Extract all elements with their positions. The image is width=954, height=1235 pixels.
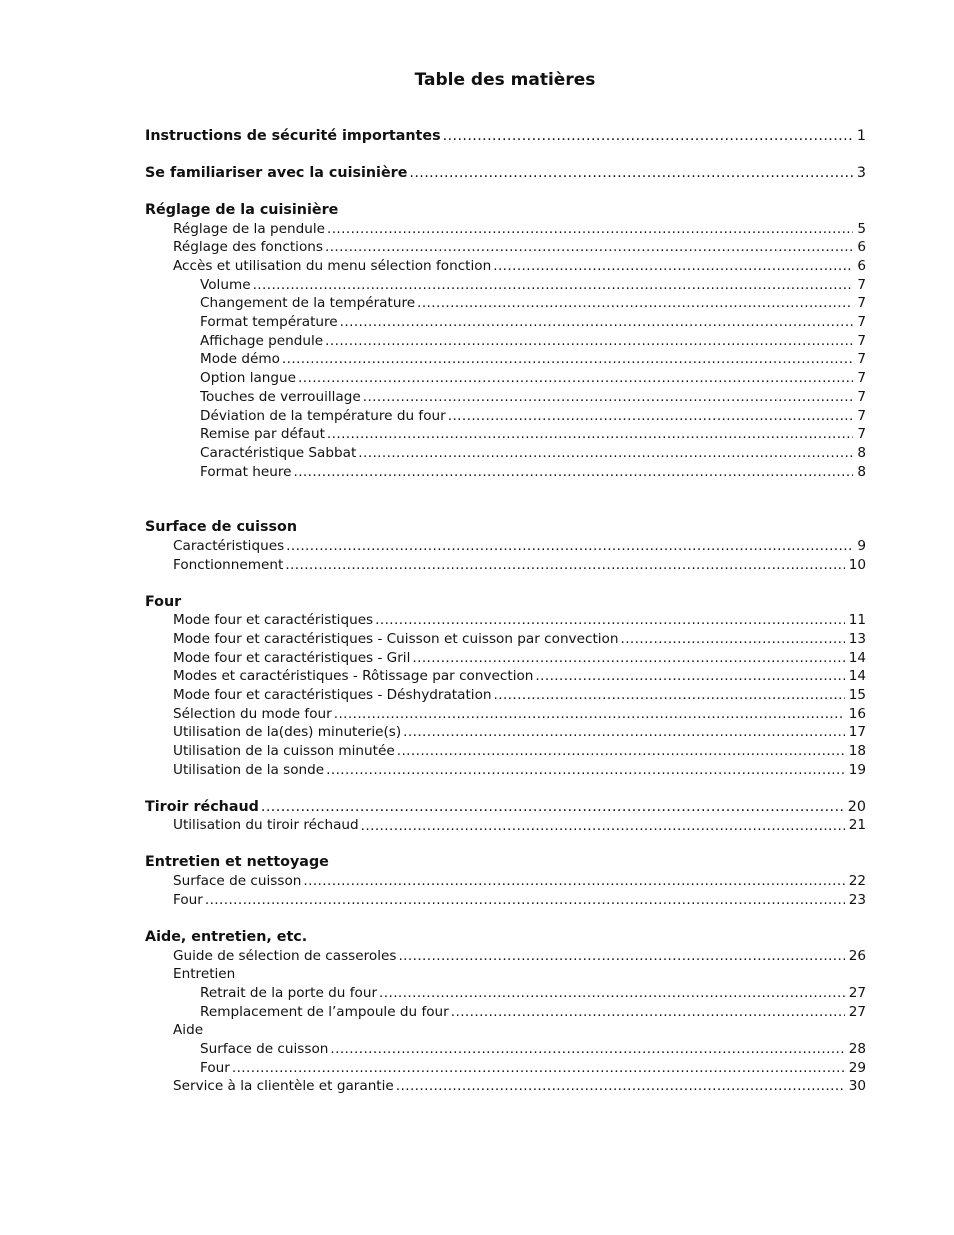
toc-page-number: 23 [848, 891, 866, 908]
toc-page-number: 17 [848, 724, 866, 741]
toc-entry[interactable] [145, 556, 866, 575]
toc-leader-dots [448, 407, 854, 426]
toc-entry-title: Mode four et caractéristiques - Cuisson et cuisson par convection [173, 631, 619, 647]
toc-entry[interactable] [145, 1040, 866, 1059]
toc-entry[interactable] [145, 742, 866, 761]
toc-entry[interactable] [145, 407, 866, 426]
toc-page-number: 7 [857, 276, 866, 293]
toc-entry-title: Accès et utilisation du menu sélection fonction [173, 258, 492, 275]
toc-page-number: 7 [857, 332, 866, 349]
toc-leader-dots [325, 332, 853, 351]
toc-page-number: 7 [857, 407, 866, 424]
toc-leader-dots [375, 611, 845, 630]
toc-page-number: 20 [847, 798, 866, 815]
toc-entry-title: Aide [173, 1022, 204, 1039]
toc-entry-title: Entretien et nettoyage [145, 854, 329, 871]
toc-entry-title: Volume [200, 276, 251, 293]
toc-leader-dots [358, 444, 853, 463]
toc-page-number: 18 [848, 743, 866, 760]
toc-entry-title: Format température [200, 314, 338, 331]
toc-entry[interactable] [145, 984, 866, 1003]
toc-entry-title: Déviation de la température du four [200, 407, 446, 424]
toc-leader-dots [620, 630, 844, 649]
toc-leader-dots [535, 667, 844, 686]
toc-page-number: 22 [848, 873, 866, 890]
toc-entry-title: Utilisation de la(des) minuterie(s) [173, 724, 402, 741]
toc-entry-title: Réglage de la pendule [173, 220, 325, 237]
toc-leader-dots [303, 872, 844, 891]
toc-entry-title: Four [200, 1059, 230, 1076]
toc-entry[interactable] [145, 537, 866, 556]
toc-leader-dots [494, 686, 845, 705]
toc-entry[interactable] [145, 705, 866, 724]
toc-entry[interactable] [145, 276, 866, 295]
toc-entry[interactable] [145, 444, 866, 463]
toc-entry-title: Tiroir réchaud [145, 798, 259, 815]
toc-entry-title: Mode démo [200, 351, 280, 368]
toc-page-number: 7 [857, 388, 866, 405]
toc-entry-title: Caractéristique Sabbat [200, 444, 357, 461]
toc-leader-dots [327, 425, 853, 444]
toc-page-number: 6 [857, 239, 866, 256]
toc-page-number: 27 [848, 984, 866, 1001]
toc-entry-title: Changement de la température [200, 295, 416, 312]
toc-page-number: 7 [857, 351, 866, 368]
toc-page-number: 7 [857, 295, 866, 312]
toc-entry[interactable] [145, 965, 866, 984]
toc-entry-title: Fonctionnement [173, 556, 284, 573]
toc-entry-title: Entretien [173, 966, 236, 983]
toc-page-number: 13 [848, 631, 866, 647]
toc-entry[interactable] [145, 164, 866, 183]
toc-entry[interactable] [145, 1021, 866, 1040]
toc-entry[interactable] [145, 1077, 866, 1096]
toc-entry[interactable] [145, 686, 866, 705]
toc-leader-dots [397, 742, 845, 761]
toc-entry[interactable] [145, 817, 866, 836]
toc-leader-dots [443, 127, 853, 146]
toc-entry[interactable] [145, 238, 866, 257]
toc-entry-title: Réglage de la cuisinière [145, 201, 339, 218]
toc-entry[interactable] [145, 388, 866, 407]
toc-leader-dots [451, 1003, 845, 1022]
toc-leader-dots [361, 817, 845, 836]
toc-page-number: 30 [848, 1078, 866, 1095]
toc-entry-title: Four [173, 891, 203, 908]
toc-leader-dots [286, 537, 853, 556]
toc-leader-dots [396, 1077, 845, 1096]
toc-entry[interactable] [145, 332, 866, 351]
toc-page-number: 10 [848, 556, 866, 573]
toc-entry[interactable] [145, 611, 866, 630]
toc-entry[interactable] [145, 798, 866, 817]
toc-entry[interactable] [145, 518, 866, 537]
toc-page-number: 5 [857, 220, 866, 237]
toc-entry[interactable] [145, 853, 866, 872]
toc-leader-dots [330, 1040, 844, 1059]
toc-page-number: 21 [848, 817, 866, 834]
toc-entry[interactable] [145, 1059, 866, 1078]
toc-entry-title: Mode four et caractéristiques - Déshydratation [173, 687, 492, 704]
toc-page-number: 28 [848, 1040, 866, 1057]
toc-leader-dots [261, 798, 844, 817]
toc-entry-title: Caractéristiques [173, 537, 285, 554]
toc-entry-title: Format heure [200, 463, 292, 480]
toc-entry[interactable] [145, 630, 866, 649]
toc-page-number: 6 [857, 258, 866, 275]
toc-leader-dots [298, 369, 853, 388]
toc-page-number: 15 [848, 687, 866, 704]
toc-entry-title: Réglage des fonctions [173, 239, 323, 256]
page-title: Table des matières [414, 70, 596, 90]
toc-entry[interactable] [145, 369, 866, 388]
toc-entry[interactable] [145, 891, 866, 910]
toc-leader-dots [205, 891, 845, 910]
toc-entry[interactable] [145, 294, 866, 313]
toc-page-number: 14 [848, 649, 866, 666]
toc-page-number: 1 [856, 127, 866, 144]
toc-entry-title: Aide, entretien, etc. [145, 928, 308, 945]
toc-leader-dots [325, 238, 853, 257]
toc-leader-dots [379, 984, 845, 1003]
toc-leader-dots [412, 649, 844, 668]
toc-page-number: 7 [857, 370, 866, 387]
toc-entry[interactable] [145, 872, 866, 891]
toc-entry[interactable] [145, 313, 866, 332]
toc-leader-dots [232, 1059, 845, 1078]
toc-leader-dots [293, 463, 853, 482]
toc-leader-dots [409, 164, 852, 183]
toc-entry-title: Utilisation de la sonde [173, 761, 325, 778]
toc-leader-dots [285, 556, 844, 575]
toc-entry-title: Mode four et caractéristiques [173, 612, 374, 629]
toc-entry[interactable] [145, 593, 866, 612]
table-of-contents [145, 127, 866, 1096]
toc-entry[interactable] [145, 127, 866, 146]
toc-entry-title: Mode four et caractéristiques - Gril [173, 649, 411, 666]
toc-entry-title: Modes et caractéristiques - Rôtissage par convection [173, 668, 534, 685]
toc-entry[interactable] [145, 723, 866, 742]
toc-page-number: 8 [857, 463, 866, 480]
toc-entry[interactable] [145, 201, 866, 220]
toc-page-number: 7 [857, 314, 866, 331]
toc-leader-dots [282, 350, 853, 369]
toc-entry-title: Instructions de sécurité importantes [145, 127, 441, 144]
toc-leader-dots [334, 705, 845, 724]
toc-entry-title: Se familiariser avec la cuisinière [145, 164, 408, 181]
toc-entry-title: Affichage pendule [200, 332, 324, 349]
toc-entry-title: Touches de verrouillage [200, 388, 361, 405]
toc-page-number: 14 [848, 668, 866, 685]
toc-leader-dots [398, 947, 844, 966]
toc-entry[interactable] [145, 947, 866, 966]
toc-entry-title: Service à la clientèle et garantie [173, 1078, 394, 1095]
toc-leader-dots [327, 220, 853, 239]
toc-page-number: 16 [848, 705, 866, 722]
toc-entry[interactable] [145, 425, 866, 444]
toc-page-number: 3 [856, 164, 866, 181]
toc-leader-dots [403, 723, 845, 742]
toc-page-number: 26 [848, 947, 866, 964]
toc-entry-title: Option langue [200, 370, 297, 387]
toc-entry-title: Guide de sélection de casseroles [173, 947, 397, 964]
toc-leader-dots [253, 276, 854, 295]
toc-page-number: 29 [848, 1059, 866, 1076]
toc-entry-title: Remplacement de l’ampoule du four [200, 1003, 449, 1020]
toc-entry[interactable] [145, 761, 866, 780]
toc-entry[interactable] [145, 257, 866, 276]
toc-entry-title: Four [145, 593, 182, 610]
toc-entry-title: Remise par défaut [200, 426, 325, 443]
toc-page-number: 27 [848, 1003, 866, 1020]
toc-page-number: 11 [848, 612, 866, 629]
toc-entry[interactable] [145, 667, 866, 686]
toc-entry-title: Sélection du mode four [173, 705, 332, 722]
toc-leader-dots [363, 388, 854, 407]
toc-entry-title: Surface de cuisson [145, 519, 298, 536]
toc-page-number: 8 [857, 444, 866, 461]
toc-entry[interactable] [145, 220, 866, 239]
toc-entry-title: Surface de cuisson [200, 1040, 329, 1057]
toc-leader-dots [417, 294, 853, 313]
toc-page-number: 7 [857, 426, 866, 443]
toc-entry[interactable] [145, 350, 866, 369]
toc-entry[interactable] [145, 928, 866, 947]
toc-entry-title: Utilisation de la cuisson minutée [173, 743, 395, 760]
toc-entry[interactable] [145, 649, 866, 668]
toc-leader-dots [340, 313, 854, 332]
toc-leader-dots [493, 257, 853, 276]
toc-entry[interactable] [145, 1003, 866, 1022]
toc-entry-title: Retrait de la porte du four [200, 984, 378, 1001]
toc-entry-title: Surface de cuisson [173, 873, 302, 890]
toc-page-number: 19 [848, 761, 866, 778]
toc-leader-dots [326, 761, 845, 780]
toc-entry[interactable] [145, 463, 866, 482]
toc-page-number: 9 [857, 537, 866, 554]
toc-entry-title: Utilisation du tiroir réchaud [173, 817, 359, 834]
